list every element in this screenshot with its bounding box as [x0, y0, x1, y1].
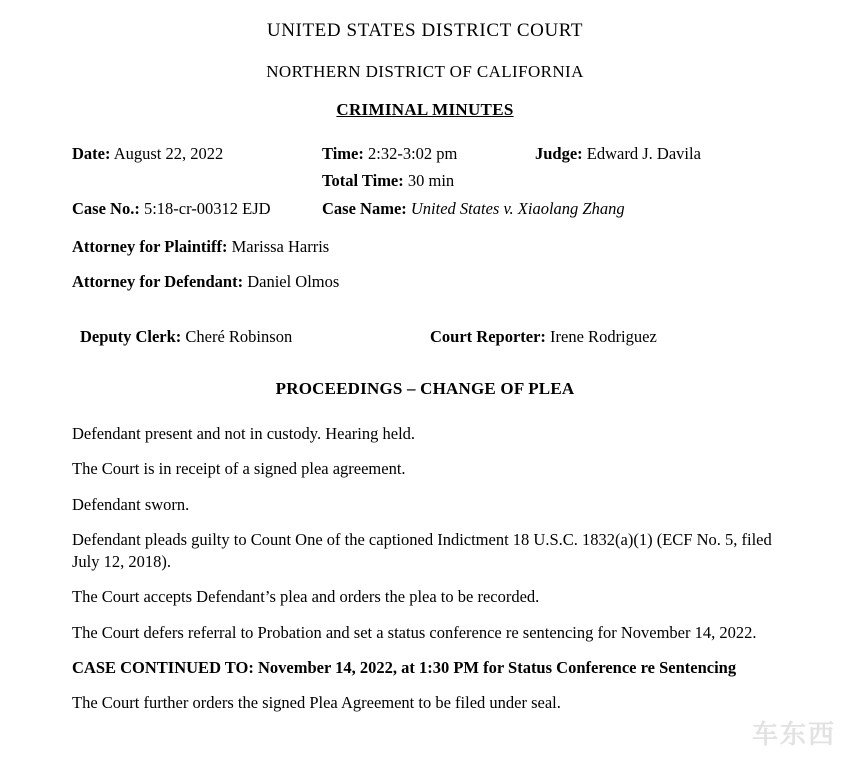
total-time-value: 30 min	[407, 170, 455, 190]
proceedings-heading: PROCEEDINGS – CHANGE OF PLEA	[275, 378, 575, 398]
total-time-label: Total Time:	[322, 170, 404, 190]
date-time-judge-row	[72, 142, 778, 167]
minutes-title: CRIMINAL MINUTES	[336, 100, 514, 119]
judge-label: Judge:	[535, 144, 583, 163]
proceedings-paragraph: Defendant pleads guilty to Count One of the captioned Indictment 18 U.S.C. 1832(a)(1) (ECF No. 5, filed July 12, 2018).	[72, 529, 772, 572]
judge-field	[535, 142, 778, 167]
deputy-clerk-label: Deputy Clerk:	[80, 326, 182, 346]
case-continued-statement: CASE CONTINUED TO: November 14, 2022, at 1:30 PM for Status Conference re Sentencing	[72, 657, 737, 677]
district-title: NORTHERN DISTRICT OF CALIFORNIA	[266, 62, 584, 81]
proceedings-paragraph: The Court is in receipt of a signed plea agreement.	[72, 459, 406, 479]
time-field	[322, 142, 535, 167]
watermark: 车东西	[751, 720, 836, 750]
attorney-defendant-label: Attorney for Defendant:	[72, 272, 244, 291]
time-label: Time:	[322, 144, 364, 163]
judge-value: Edward J. Davila	[586, 144, 701, 163]
deputy-clerk-field	[80, 325, 430, 350]
case-name-label: Case Name:	[322, 198, 407, 218]
date-field	[72, 142, 322, 167]
court-reporter-field	[430, 325, 778, 350]
proceedings-paragraph: Defendant sworn.	[72, 494, 190, 514]
proceedings-paragraph: The Court defers referral to Probation and set a status conference re sentencing for November 14, 2022.	[72, 622, 757, 642]
court-reporter-value: Irene Rodriguez	[550, 326, 657, 346]
attorney-plaintiff-label: Attorney for Plaintiff:	[72, 237, 228, 257]
attorney-plaintiff-value: Marissa Harris	[231, 237, 330, 257]
court-title: UNITED STATES DISTRICT COURT	[266, 20, 584, 41]
total-time-field	[322, 169, 778, 194]
date-label: Date:	[72, 144, 111, 163]
case-number-field	[72, 197, 322, 222]
case-name-value: United States v. Xiaolang Zhang	[410, 198, 625, 218]
attorney-defendant-value: Daniel Olmos	[247, 272, 340, 291]
document-header	[0, 0, 850, 120]
proceedings-paragraph: The Court accepts Defendant’s plea and orders the plea to be recorded.	[72, 587, 540, 607]
case-number-label: Case No.:	[72, 198, 140, 218]
final-order-paragraph: The Court further orders the signed Plea Agreement to be filed under seal.	[72, 693, 561, 713]
attorney-defendant-field	[72, 270, 778, 295]
court-reporter-label: Court Reporter:	[430, 326, 546, 346]
attorney-plaintiff-field	[72, 235, 778, 260]
proceedings-paragraph: Defendant present and not in custody. Hearing held.	[72, 424, 416, 443]
case-row	[72, 197, 778, 222]
case-name-field	[322, 197, 778, 222]
case-number-value: 5:18-cr-00312 EJD	[143, 198, 271, 218]
case-info-grid	[72, 142, 778, 350]
time-value: 2:32-3:02 pm	[367, 144, 458, 163]
document-body	[0, 142, 850, 714]
date-value: August 22, 2022	[113, 144, 224, 163]
clerk-reporter-row	[72, 325, 778, 350]
deputy-clerk-value: Cheré Robinson	[185, 326, 293, 346]
